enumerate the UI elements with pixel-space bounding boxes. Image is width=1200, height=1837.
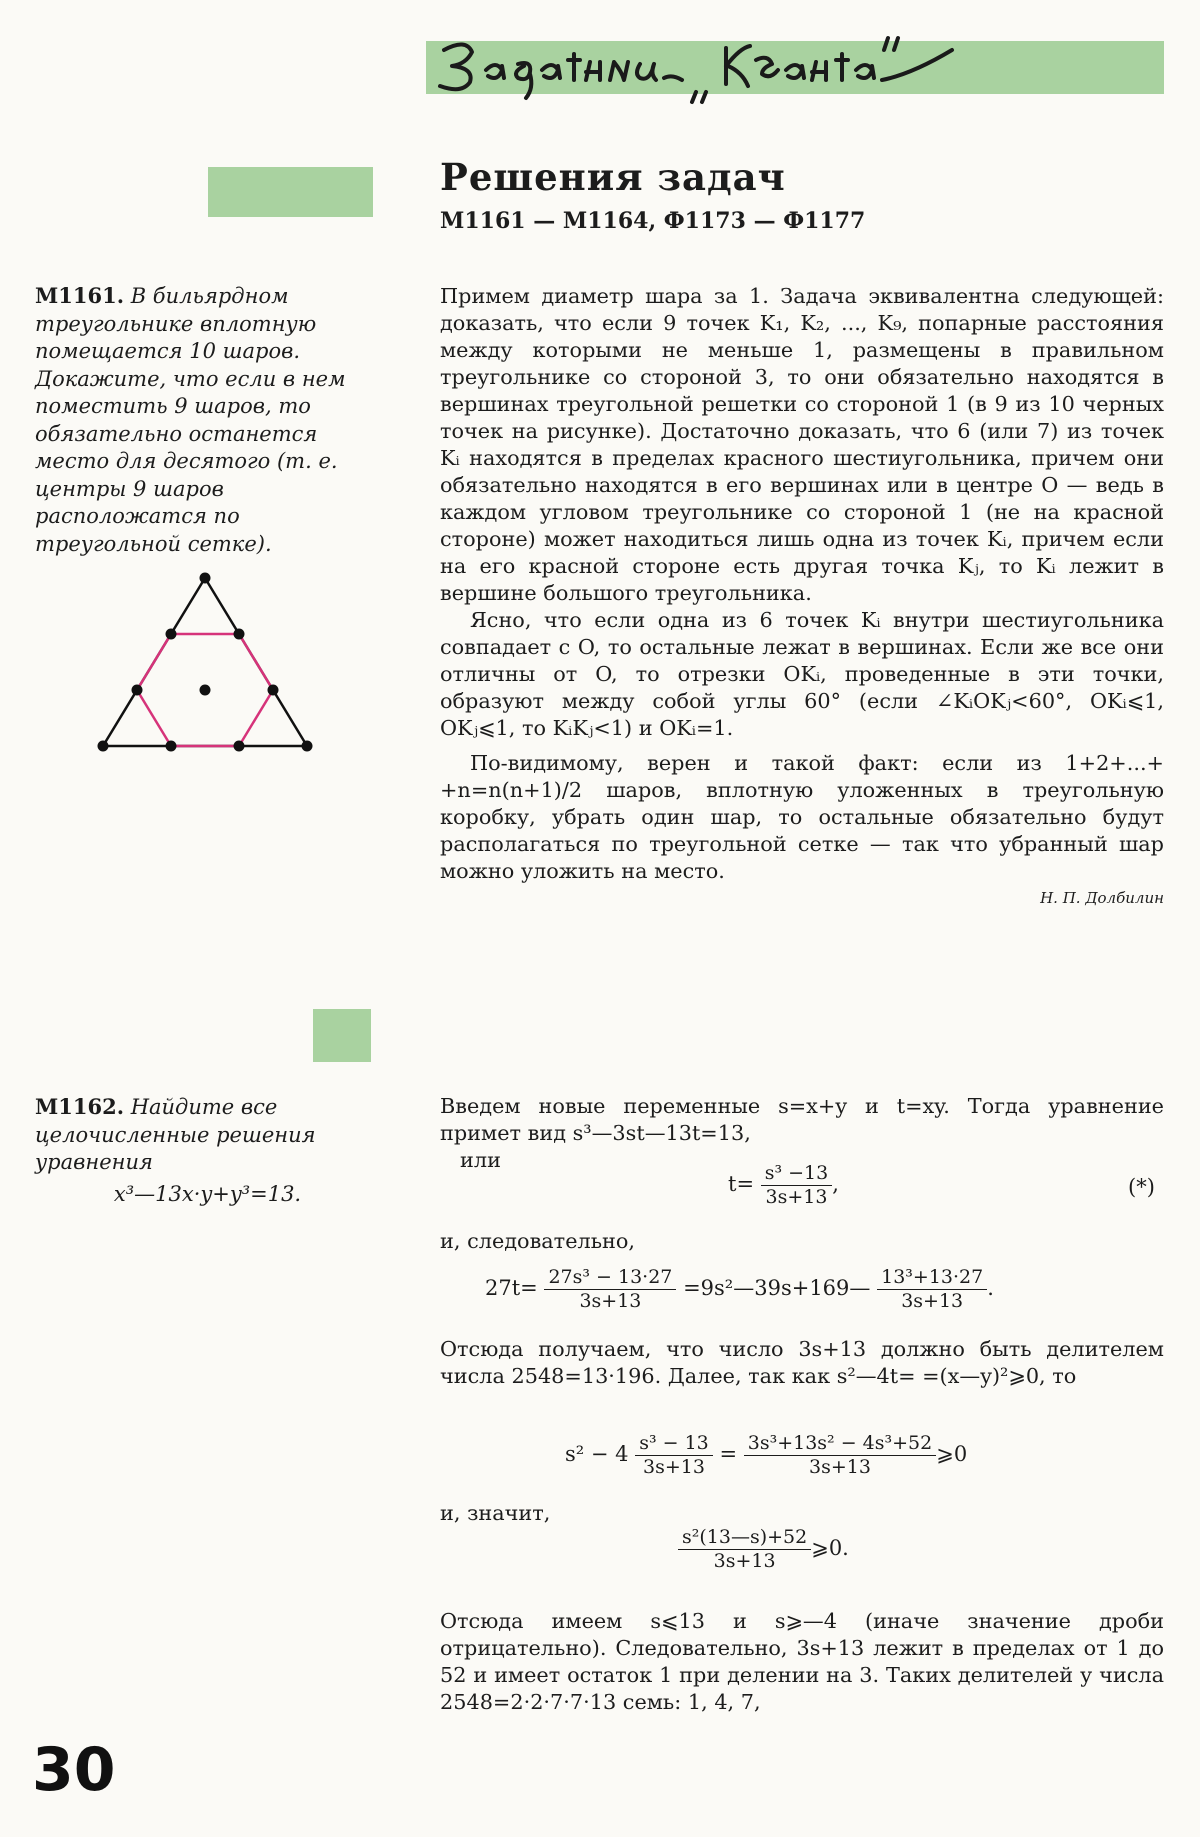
fraction [678,1526,811,1573]
header-script-logo [426,30,986,110]
formula-27t [485,1266,994,1313]
lattice-dots [98,573,313,752]
fraction-denominator: 3s+13 [765,1186,828,1208]
problem-number: М1161. [35,283,125,308]
formula-lhs: t= [728,1172,755,1196]
section-tag-block [208,167,373,217]
solution-paragraph: Отсюда получаем, что число 3s+13 должно быть делителем числа 2548=13·196. Далее, так как s²—4t= =(x—y)²⩾0, то [440,1337,1164,1388]
fraction-denominator: 3s+13 [713,1550,776,1572]
fraction-numerator: 27s³ − 13·27 [544,1266,676,1290]
triangle-lattice-figure [95,560,325,760]
fraction [877,1266,987,1313]
fraction-numerator: s³ −13 [761,1162,833,1186]
formula-tail: . [987,1276,994,1300]
fraction-numerator: s³ − 13 [635,1432,713,1456]
fraction-denominator: 3s+13 [579,1290,642,1312]
solution-paragraph: Введем новые переменные s=x+y и t=xy. Тогда уравнение примет вид s³—3st—13t=13, [440,1094,1164,1145]
problem-statement: В бильярдном треугольнике вплотную помещается 10 шаров. Докажите, что если в нем поместить 9 шаров, то обязательно останется место для десятого (т. е. центры 9 шаров расположатся по треугольной сетке). [35,284,346,556]
fraction-numerator: 13³+13·27 [877,1266,987,1290]
equation-tag: (*) [1128,1175,1155,1199]
page-title: Решения задач [440,155,786,199]
solution-paragraph: Ясно, что если одна из 6 точек Kᵢ внутри шестиугольника совпадает с O, то остальные лежат в вершинах. Если же все они отличны от O, то отрезки OKᵢ, проведенные в эти точки, образуют между собой углы 60° (если ∠KᵢOKⱼ<60°, OKᵢ⩽1, OKⱼ⩽1, то KᵢKⱼ<1) и OKᵢ=1. [440,608,1164,740]
solution-paragraph: Отсюда имеем s⩽13 и s⩾—4 (иначе значение дроби отрицательно). Следовательно, 3s+13 лежит в пределах от 1 до 52 и имеет остаток 1 при делении на 3. Таких делителей у числа 2548=2·2·7·7·13 семь: 1, 4, 7, [440,1609,1164,1714]
formula-final-inequality [678,1526,849,1573]
formula-inequality [565,1432,967,1479]
solution-word: или [460,1148,501,1172]
formula-t [728,1162,839,1209]
formula-tail: ⩾0 [936,1442,968,1466]
page-number: 30 [32,1735,116,1805]
formula-tail: , [832,1172,839,1196]
fraction-numerator: s²(13—s)+52 [678,1526,811,1550]
problem-equation: x³—13x·y+y³=13. [113,1181,302,1206]
fraction [635,1432,713,1479]
solution-paragraph: По-видимому, верен и такой факт: если из 1+2+...+ +n=n(n+1)/2 шаров, вплотную уложенных в треугольную коробку, убрать один шар, то остальные обязательно будут располагаться по треугольной сетке — так что убранный шар можно уложить на место. [440,751,1164,883]
solution-m1162-divisor [440,1336,1164,1390]
fraction-denominator: 3s+13 [809,1456,871,1478]
solution-paragraph: Примем диаметр шара за 1. Задача эквивалентна следующей: доказать, что если 9 точек K₁, K₂, ..., K₉, попарные расстояния между которыми не меньше 1, размещены в правильном треугольнике со стороной 3, то они обязательно находятся в вершинах треугольной решетки со стороной 1 (в 9 из 10 черных точек на рисунке). Достаточно доказать, что 6 (или 7) из точек Kᵢ находятся в пределах красного шестиугольника, причем они обязательно находятся в его вершинах или в центре O — ведь в каждом угловом треугольнике со стороной 1 (не на красной стороне) может находиться лишь одна из точек Kᵢ, причем если на его красной стороне есть другая точка Kⱼ, то Kᵢ лежит в вершине большого треугольника. [440,284,1164,605]
solution-word: и, следовательно, [440,1229,636,1253]
page-subtitle: М1161 — М1164, Ф1173 — Ф1177 [440,208,866,234]
fraction-numerator: 3s³+13s² − 4s³+52 [744,1432,936,1456]
problem-number: М1162. [35,1094,125,1119]
fraction [744,1432,936,1479]
solution-m1161 [440,283,1164,912]
solution-m1162-final [440,1608,1164,1716]
formula-lhs: 27t= [485,1276,538,1300]
problem-statement: Найдите все целочисленные решения уравнения [35,1095,316,1174]
formula-tail: ⩾0. [811,1536,849,1560]
fraction-denominator: 3s+13 [643,1456,705,1478]
problem-m1162 [35,1093,380,1208]
formula-middle: =9s²—39s+169— [683,1276,871,1300]
fraction [544,1266,676,1313]
solution-word: и, значит, [440,1501,551,1525]
fraction-denominator: 3s+13 [901,1290,964,1312]
author-signature: Н. П. Долбилин [1040,889,1164,907]
formula-lhs: s² − 4 [565,1442,629,1466]
outer-triangle [103,578,307,746]
formula-equals: = [719,1442,738,1466]
section-tag-block [313,1009,371,1062]
fraction [761,1162,833,1209]
problem-m1161 [35,282,380,558]
